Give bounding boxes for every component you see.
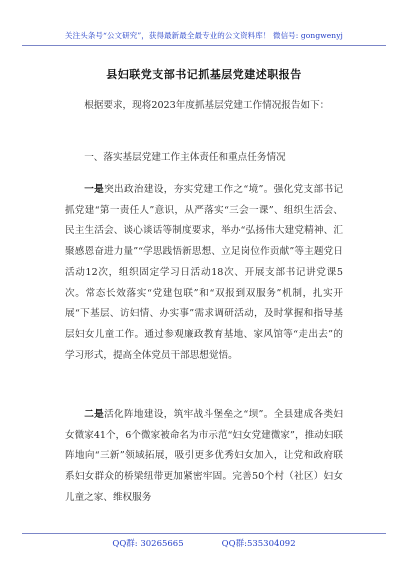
footer-qq-group-1: QQ群: 30265665 xyxy=(112,539,184,549)
footer-divider xyxy=(22,533,386,534)
item-2-text: 活化阵地建设，筑牢战斗堡垒之“坝”。全县建成各类妇女微家41个，6个微家被命名为市示范“妇女党建微家”，推动妇联阵地向“三新”领域拓展，吸引更多优秀妇女加入，让党和政府联系妇女群众的桥梁纽带更加紧密牢固。完善50个村（社区）妇女儿童之家、维权服务 xyxy=(65,409,344,503)
item-2-lead: 二是 xyxy=(84,409,105,420)
footer-qq-group-2: QQ群:535304092 xyxy=(221,539,296,549)
intro-paragraph: 根据要求，现将2023年度抓基层党建工作情况报告如下： xyxy=(84,100,330,111)
document-title: 县妇联党支部书记抓基层党建述职报告 xyxy=(106,68,302,81)
header-banner: 关注头条号“公文研究”，获得最新最全最专业的公文资料库！ 微信号: gongwenyj xyxy=(65,31,343,40)
footer-contact xyxy=(0,537,408,549)
paragraph-item-1 xyxy=(65,180,343,366)
paragraph-item-2 xyxy=(65,405,343,509)
item-1-lead: 一是 xyxy=(84,184,105,195)
section-heading: 一、落实基层党建工作主体责任和重点任务情况 xyxy=(84,152,286,163)
header-divider xyxy=(22,45,386,46)
item-1-text: 突出政治建设，夯实党建工作之“境”。强化党支部书记抓党建“第一责任人”意识，从严落实“三会一课”、组织生活会、民主生活会、谈心谈话等制度要求，举办“弘扬伟大建党精神、汇聚感恩奋进力量”“学思践悟新思想、立足岗位作贡献”等主题党日活动12次，组织固定学习日活动18次、开展支部书记讲党课5次。常态长效落实“党建包联”和“双报到双服务”机制，扎实开展“下基层、访妇情、办实事”需求调研活动，及时掌握和指导基层妇女儿童工作。通过参观廉政教育基地、家风馆等“走出去”的学习形式，提高全体党员干部思想觉悟。 xyxy=(65,184,344,361)
